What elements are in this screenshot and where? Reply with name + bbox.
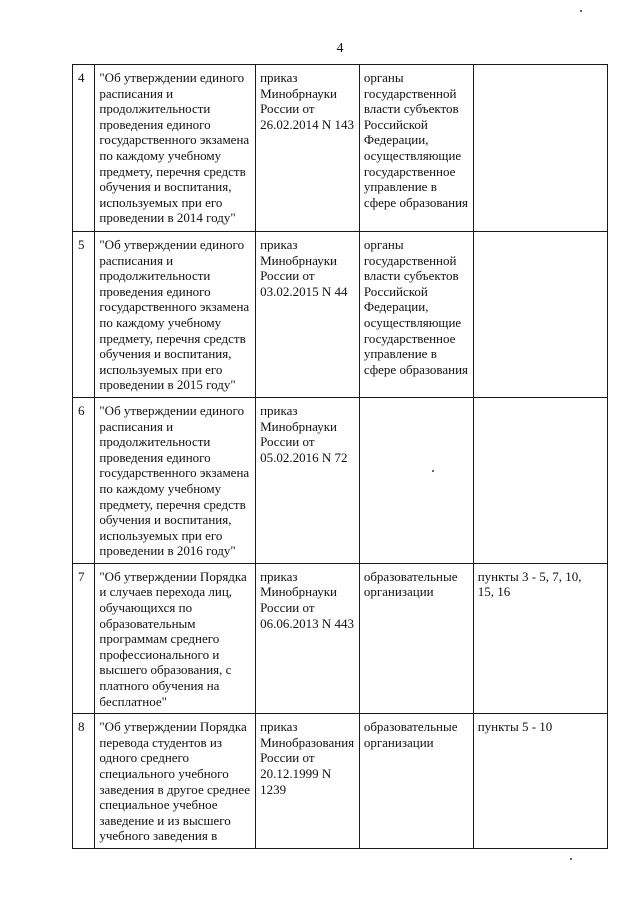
page-number: 4: [336, 41, 344, 56]
table-row: [73, 232, 608, 398]
scan-speck: [570, 858, 572, 860]
regulations-table: [72, 64, 608, 849]
act-title: "Об утверждении единого расписания и продолжительности проведения единого государственного экзамена по каждому учебному предмету, перечня средств обучения и воспитания, используемых при его проведении в 2014 году": [95, 65, 256, 232]
scan-speck: [432, 470, 434, 472]
points: пункты 3 - 5, 7, 10, 15, 16: [473, 563, 607, 713]
act-title: "Об утверждении единого расписания и продолжительности проведения единого государственного экзамена по каждому учебному предмету, перечня средств обучения и воспитания, используемых при его проведении в 2015 году": [95, 232, 256, 398]
table-row: [73, 397, 608, 563]
points: [473, 65, 607, 232]
act-document: приказ Минобразования России от 20.12.1999 N 1239: [256, 714, 360, 849]
act-document: приказ Минобрнауки России от 26.02.2014 N 143: [256, 65, 360, 232]
table-row: [73, 714, 608, 849]
applies-to: образовательные организации: [359, 563, 473, 713]
act-title: "Об утверждении единого расписания и продолжительности проведения единого государственного экзамена по каждому учебному предмету, перечня средств обучения и воспитания, используемых при его проведении в 2016 году": [95, 397, 256, 563]
row-number: 7: [73, 563, 95, 713]
row-number: 8: [73, 714, 95, 849]
scan-speck: [580, 10, 582, 12]
row-number: 6: [73, 397, 95, 563]
act-document: приказ Минобрнауки России от 06.06.2013 N 443: [256, 563, 360, 713]
act-document: приказ Минобрнауки России от 05.02.2016 N 72: [256, 397, 360, 563]
act-document: приказ Минобрнауки России от 03.02.2015 N 44: [256, 232, 360, 398]
applies-to: [359, 397, 473, 563]
row-number: 5: [73, 232, 95, 398]
act-title: "Об утверждении Порядка и случаев перехода лиц, обучающихся по образовательным программам среднего профессионального и высшего образования, с платного обучения на бесплатное": [95, 563, 256, 713]
row-number: 4: [73, 65, 95, 232]
applies-to: органы государственной власти субъектов Российской Федерации, осуществляющие государственное управление в сфере образования: [359, 232, 473, 398]
table-row: [73, 563, 608, 713]
points: [473, 397, 607, 563]
applies-to: органы государственной власти субъектов Российской Федерации, осуществляющие государственное управление в сфере образования: [359, 65, 473, 232]
points: пункты 5 - 10: [473, 714, 607, 849]
act-title: "Об утверждении Порядка перевода студентов из одного среднего специального учебного заведения в другое среднее специальное учебное заведение и из высшего учебного заведения в: [95, 714, 256, 849]
points: [473, 232, 607, 398]
applies-to: образовательные организации: [359, 714, 473, 849]
table-row: [73, 65, 608, 232]
